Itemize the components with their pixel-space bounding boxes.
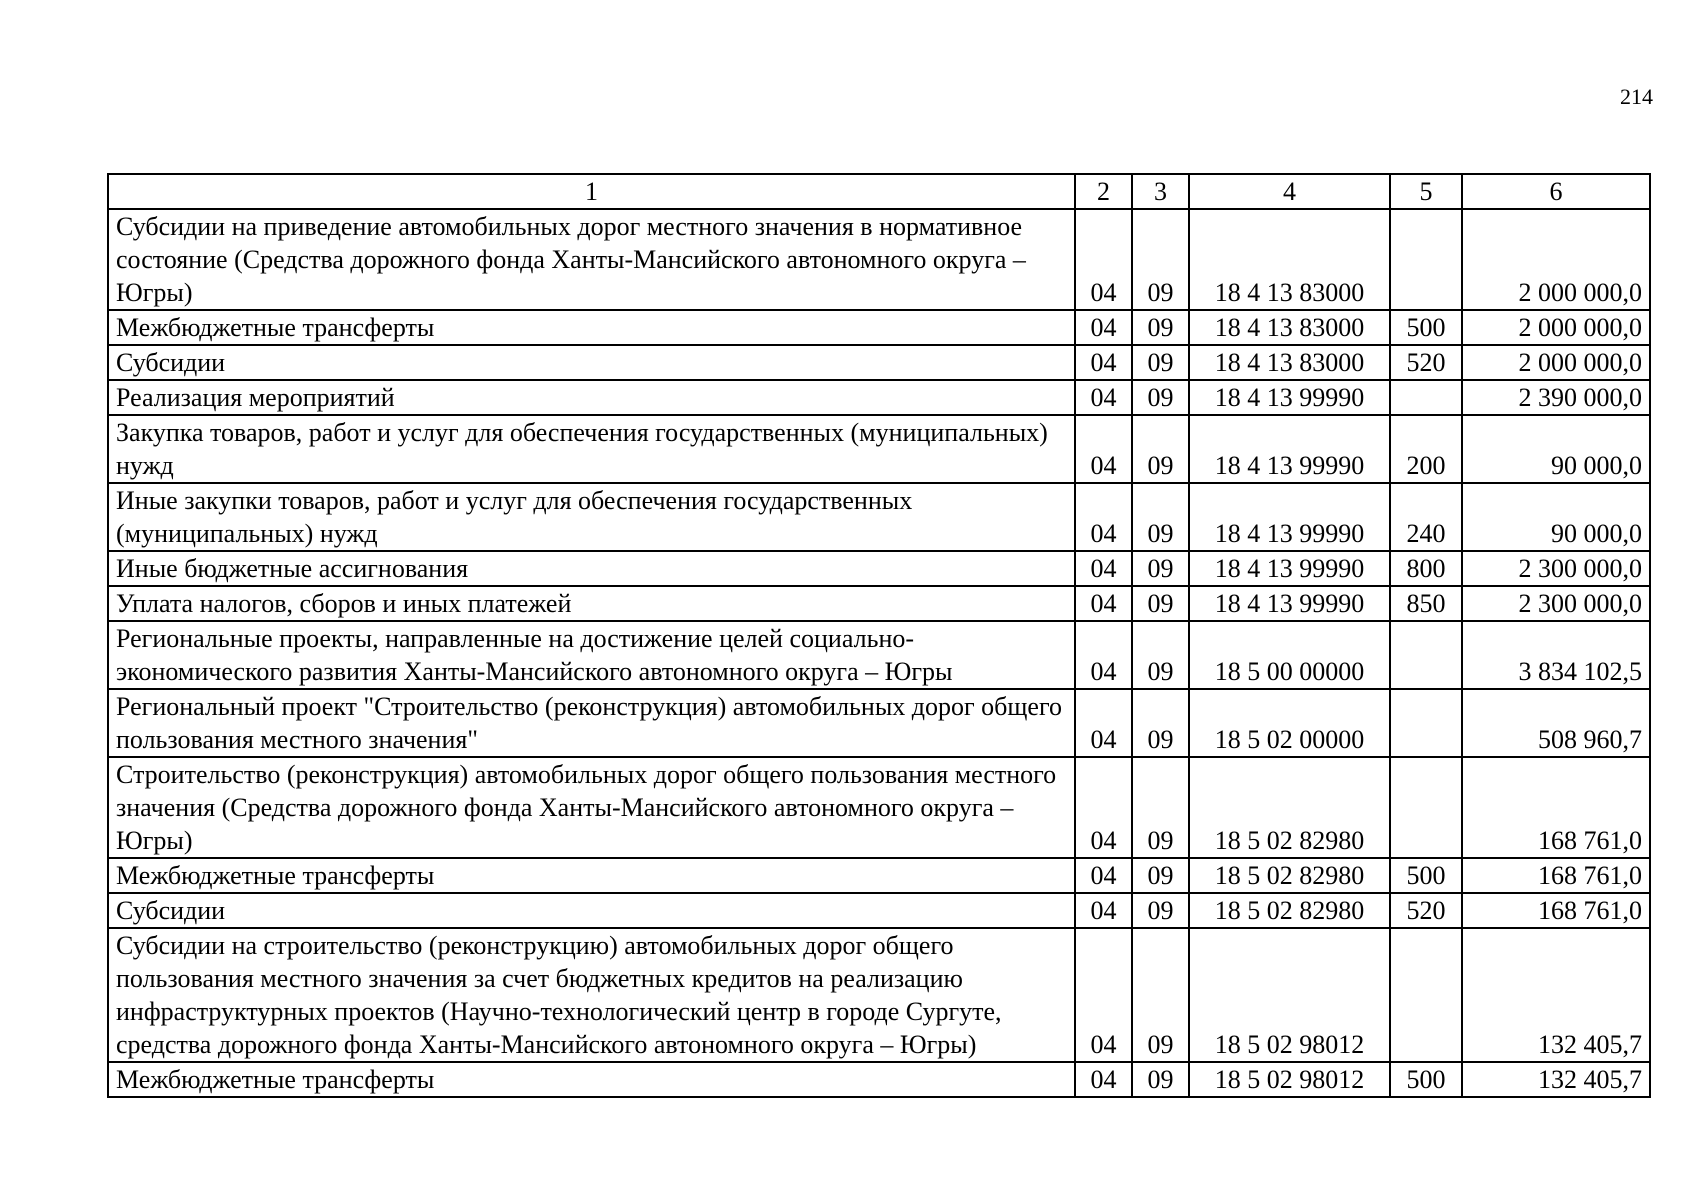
cell-amount: 508 960,7 [1462,689,1650,757]
cell-name: Строительство (реконструкция) автомобильных дорог общего пользования местного значения (Средства дорожного фонда Ханты-Мансийского автономного округа – Югры) [108,757,1075,858]
cell-subsection: 09 [1132,483,1189,551]
table-row [108,415,1650,483]
cell-expense-type: 800 [1390,551,1462,586]
cell-section: 04 [1075,310,1132,345]
cell-subsection: 09 [1132,345,1189,380]
cell-name: Иные бюджетные ассигнования [108,551,1075,586]
table-row [108,858,1650,893]
cell-subsection: 09 [1132,209,1189,310]
cell-target-article: 18 5 02 98012 [1189,928,1390,1062]
cell-target-article: 18 4 13 99990 [1189,415,1390,483]
cell-section: 04 [1075,551,1132,586]
cell-target-article: 18 4 13 99990 [1189,380,1390,415]
cell-expense-type: 520 [1390,893,1462,928]
cell-section: 04 [1075,621,1132,689]
cell-target-article: 18 5 02 82980 [1189,757,1390,858]
cell-target-article: 18 5 00 00000 [1189,621,1390,689]
table-row [108,689,1650,757]
cell-subsection: 09 [1132,551,1189,586]
cell-expense-type: 240 [1390,483,1462,551]
cell-section: 04 [1075,380,1132,415]
cell-target-article: 18 4 13 99990 [1189,551,1390,586]
table-row [108,893,1650,928]
cell-subsection: 09 [1132,310,1189,345]
cell-amount: 2 390 000,0 [1462,380,1650,415]
header-cell-subsection: 3 [1132,174,1189,209]
cell-expense-type: 500 [1390,310,1462,345]
cell-subsection: 09 [1132,1062,1189,1097]
cell-target-article: 18 4 13 99990 [1189,483,1390,551]
cell-section: 04 [1075,858,1132,893]
table-body [108,209,1650,1097]
cell-subsection: 09 [1132,621,1189,689]
cell-amount: 90 000,0 [1462,415,1650,483]
cell-expense-type: 500 [1390,1062,1462,1097]
cell-expense-type: 200 [1390,415,1462,483]
cell-target-article: 18 5 02 82980 [1189,893,1390,928]
cell-name: Субсидии [108,893,1075,928]
header-cell-name: 1 [108,174,1075,209]
table-row [108,345,1650,380]
cell-expense-type [1390,621,1462,689]
cell-section: 04 [1075,586,1132,621]
cell-section: 04 [1075,209,1132,310]
cell-name: Уплата налогов, сборов и иных платежей [108,586,1075,621]
table-row [108,928,1650,1062]
cell-section: 04 [1075,345,1132,380]
cell-target-article: 18 4 13 83000 [1189,345,1390,380]
cell-target-article: 18 4 13 99990 [1189,586,1390,621]
table-row [108,209,1650,310]
cell-amount: 2 000 000,0 [1462,345,1650,380]
cell-name: Межбюджетные трансферты [108,1062,1075,1097]
cell-name: Межбюджетные трансферты [108,858,1075,893]
table-row [108,483,1650,551]
cell-amount: 168 761,0 [1462,858,1650,893]
cell-name: Субсидии на строительство (реконструкцию) автомобильных дорог общего пользования местного значения за счет бюджетных кредитов на реализацию инфраструктурных проектов (Научно-технологический центр в городе Сургуте, средства дорожного фонда Ханты-Мансийского автономного округа – Югры) [108,928,1075,1062]
table-row [108,310,1650,345]
cell-subsection: 09 [1132,858,1189,893]
cell-target-article: 18 5 02 98012 [1189,1062,1390,1097]
cell-expense-type [1390,928,1462,1062]
cell-section: 04 [1075,1062,1132,1097]
cell-section: 04 [1075,415,1132,483]
cell-target-article: 18 4 13 83000 [1189,209,1390,310]
header-row [108,174,1650,209]
cell-subsection: 09 [1132,757,1189,858]
cell-amount: 168 761,0 [1462,757,1650,858]
cell-section: 04 [1075,928,1132,1062]
page-number: 214 [1620,84,1653,109]
cell-expense-type [1390,689,1462,757]
cell-name: Иные закупки товаров, работ и услуг для обеспечения государственных (муниципальных) нужд [108,483,1075,551]
cell-target-article: 18 5 02 82980 [1189,858,1390,893]
table-row [108,380,1650,415]
cell-section: 04 [1075,483,1132,551]
cell-amount: 2 000 000,0 [1462,209,1650,310]
cell-subsection: 09 [1132,415,1189,483]
cell-name: Межбюджетные трансферты [108,310,1075,345]
cell-name: Закупка товаров, работ и услуг для обеспечения государственных (муниципальных) нужд [108,415,1075,483]
cell-expense-type [1390,380,1462,415]
cell-name: Региональные проекты, направленные на достижение целей социально-экономического развития Ханты-Мансийского автономного округа – Югры [108,621,1075,689]
cell-subsection: 09 [1132,380,1189,415]
cell-amount: 2 300 000,0 [1462,586,1650,621]
table-row [108,1062,1650,1097]
cell-amount: 168 761,0 [1462,893,1650,928]
cell-subsection: 09 [1132,689,1189,757]
cell-subsection: 09 [1132,928,1189,1062]
cell-expense-type [1390,209,1462,310]
cell-amount: 132 405,7 [1462,928,1650,1062]
cell-name: Реализация мероприятий [108,380,1075,415]
table-row [108,757,1650,858]
cell-section: 04 [1075,757,1132,858]
cell-amount: 3 834 102,5 [1462,621,1650,689]
cell-section: 04 [1075,689,1132,757]
cell-amount: 132 405,7 [1462,1062,1650,1097]
cell-expense-type: 500 [1390,858,1462,893]
cell-name: Региональный проект "Строительство (реконструкция) автомобильных дорог общего пользования местного значения" [108,689,1075,757]
cell-expense-type [1390,757,1462,858]
cell-expense-type: 850 [1390,586,1462,621]
cell-subsection: 09 [1132,893,1189,928]
table-row [108,551,1650,586]
header-cell-target-article: 4 [1189,174,1390,209]
header-cell-expense-type: 5 [1390,174,1462,209]
header-cell-amount: 6 [1462,174,1650,209]
cell-amount: 90 000,0 [1462,483,1650,551]
cell-name: Субсидии [108,345,1075,380]
cell-section: 04 [1075,893,1132,928]
cell-name: Субсидии на приведение автомобильных дорог местного значения в нормативное состояние (Средства дорожного фонда Ханты-Мансийского автономного округа – Югры) [108,209,1075,310]
table-row [108,586,1650,621]
cell-target-article: 18 4 13 83000 [1189,310,1390,345]
table-row [108,621,1650,689]
cell-amount: 2 300 000,0 [1462,551,1650,586]
cell-subsection: 09 [1132,586,1189,621]
cell-expense-type: 520 [1390,345,1462,380]
header-cell-section: 2 [1075,174,1132,209]
cell-amount: 2 000 000,0 [1462,310,1650,345]
budget-table [107,173,1651,1098]
cell-target-article: 18 5 02 00000 [1189,689,1390,757]
